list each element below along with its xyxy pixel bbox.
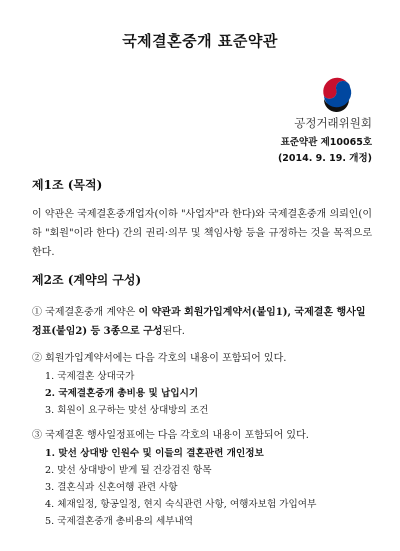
paragraph-number: ① — [32, 307, 42, 318]
list-item: 2. 국제결혼중개 총비용 및 납입시기 — [45, 388, 199, 399]
article1-title: 제1조 (목적) — [32, 178, 103, 192]
article1-body: 이 약관은 국제결혼중개업자(이하 "사업자"라 한다)와 국제결혼중개 의뢰인(이하 "회원"이라 한다) 간의 권리·의무 및 책임사항 등을 규정하는 것을 목적으로 한다. — [32, 209, 372, 258]
list-item: 4. 체재일정, 항공일정, 현지 숙식관련 사항, 여행자보험 가입여부 — [45, 499, 317, 510]
article2-paragraph-3 — [32, 426, 374, 445]
list-item: 5. 국제결혼중개 총비용의 세부내역 — [45, 516, 194, 527]
paragraph-number: ② — [32, 353, 42, 364]
article2-paragraph-2 — [32, 349, 374, 368]
paragraph-number: ③ — [32, 430, 42, 441]
paragraph-text-end: 된다. — [162, 326, 185, 337]
list-item: 3. 결혼식과 신혼여행 관련 사항 — [45, 482, 178, 493]
paragraph-text: 국제결혼 행사일정표에는 다음 각호의 내용이 포함되어 있다. — [42, 430, 309, 441]
page-title: 국제결혼중개 표준약관 — [122, 32, 278, 50]
paragraph-text: 회원가입계약서에는 다음 각호의 내용이 포함되어 있다. — [42, 353, 287, 364]
agency-info — [278, 115, 372, 164]
revision-date: (2014. 9. 19. 개정) — [277, 153, 372, 164]
korea-government-taegeuk-logo-icon — [316, 72, 356, 112]
list-item: 1. 국제결혼 상대국가 — [45, 371, 135, 382]
article2-paragraph-1 — [32, 303, 374, 341]
paragraph-text: 국제결혼중개 계약은 — [42, 307, 139, 318]
agency-name: 공정거래위원회 — [294, 116, 372, 130]
article2-title: 제2조 (계약의 구성) — [32, 273, 142, 287]
list-item: 3. 회원이 요구하는 맞선 상대방의 조건 — [45, 405, 209, 416]
list-item: 2. 맞선 상대방이 받게 될 건강검진 항목 — [45, 465, 212, 476]
doc-number: 표준약관 제10065호 — [280, 137, 372, 148]
list-item: 1. 맞선 상대방 인원수 및 이들의 결혼관련 개인정보 — [45, 448, 264, 459]
paragraph-bold-text: 이 약관과 회원가입계약서(붙임1), 국제결혼 행사일정표(붙임2) 등 3종으로 구성 — [32, 307, 366, 337]
